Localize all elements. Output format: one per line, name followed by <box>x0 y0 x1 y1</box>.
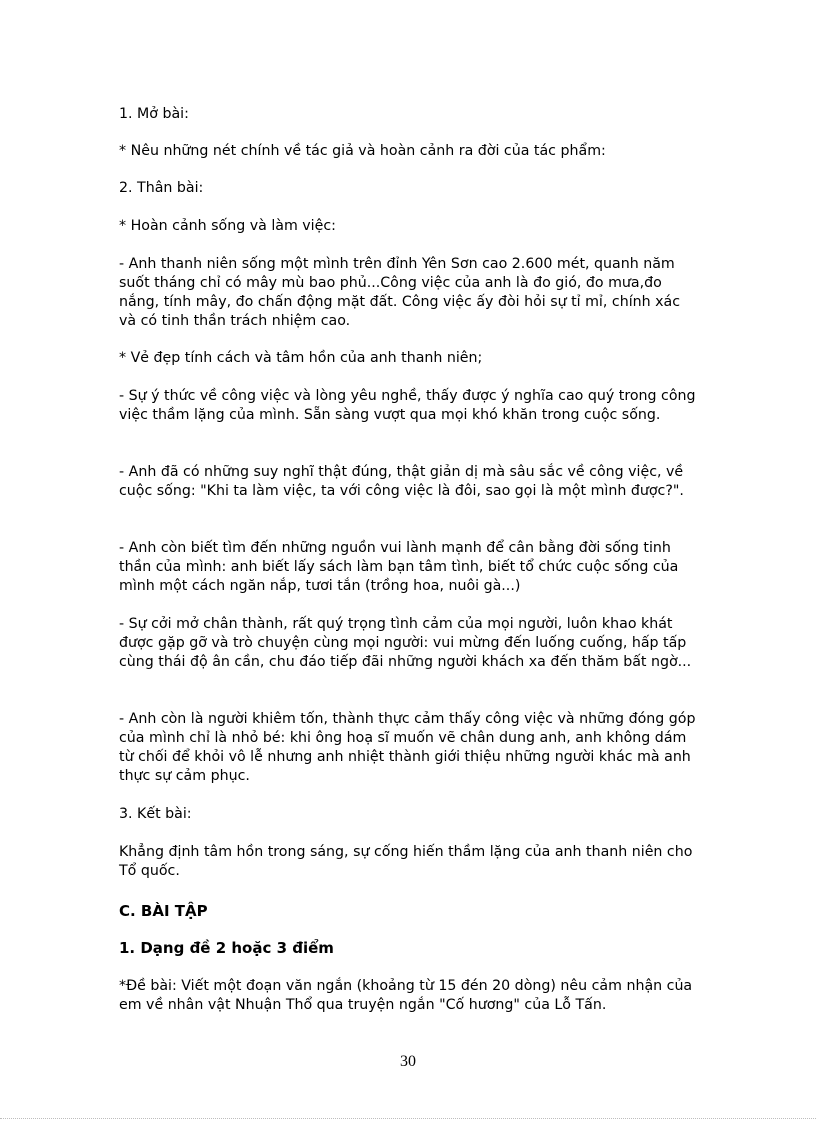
exercise-prompt: *Đề bài: Viết một đoạn văn ngắn (khoảng từ 15 đén 20 dòng) nêu cảm nhận của em về nhân vật Nhuận Thổ qua truyện ngắn "Cố hương" của Lỗ Tấn. <box>119 978 693 1013</box>
exercise-section-title: C. BÀI TẬP <box>119 902 208 920</box>
body-subheading-circumstances: * Hoàn cảnh sống và làm việc: <box>119 218 336 234</box>
conclusion-paragraph: Khẳng định tâm hồn trong sáng, sự cống hiến thầm lặng của anh thanh niên cho Tổ quốc. <box>119 844 693 879</box>
exercise-type-heading: 1. Dạng đề 2 hoặc 3 điểm <box>119 939 334 957</box>
section-intro-heading: 1. Mở bài: <box>119 106 189 122</box>
section-conclusion-heading: 3. Kết bài: <box>119 806 192 822</box>
page-number: 30 <box>400 1053 416 1070</box>
body-paragraph-openness: - Sự cởi mở chân thành, rất quý trọng tình cảm của mọi người, luôn khao khát được gặp gỡ và trò chuyện cùng mọi người: vui mừng đến luống cuống, hấp tấp cùng thái độ ân cần, chu đáo tiếp đãi những người khách xa đến thăm bất ngờ... <box>119 616 692 670</box>
body-paragraph-work: - Anh thanh niên sống một mình trên đỉnh Yên Sơn cao 2.600 mét, quanh năm suốt tháng chỉ có mây mù bao phủ...Công việc của anh là đo gió, đo mưa,đo nắng, tính mây, đo chấn động mặt đất. Công việc ấy đòi hỏi sự tỉ mỉ, chính xác và có tinh thần trách nhiệm cao. <box>119 256 681 329</box>
body-paragraph-modesty: - Anh còn là người khiêm tốn, thành thực cảm thấy công việc và những đóng góp của mình chỉ là nhỏ bé: khi ông hoạ sĩ muốn vẽ chân dung anh, anh không dám từ chối để khỏi vô lễ nhưng anh nhiệt thành giới thiệu những người khác mà anh thực sự cảm phục. <box>119 711 696 784</box>
section-body-heading: 2. Thân bài: <box>119 180 204 196</box>
page-bottom-divider <box>0 1118 816 1119</box>
body-paragraph-awareness: - Sự ý thức về công việc và lòng yêu nghề, thấy được ý nghĩa cao quý trong công việc thầm lặng của mình. Sẵn sàng vượt qua mọi khó khăn trong cuộc sống. <box>119 388 696 423</box>
body-paragraph-joy: - Anh còn biết tìm đến những nguồn vui lành mạnh để cân bằng đời sống tinh thần của mình: anh biết lấy sách làm bạn tâm tình, biết tổ chức cuộc sống của mình một cách ngăn nắp, tươi tắn (trồng hoa, nuôi gà...) <box>119 540 679 594</box>
body-paragraph-thoughts: - Anh đã có những suy nghĩ thật đúng, thật giản dị mà sâu sắc về công việc, về cuộc sống: "Khi ta làm việc, ta với công việc là đôi, sao gọi là một mình được?". <box>119 464 684 499</box>
intro-point: * Nêu những nét chính về tác giả và hoàn cảnh ra đời của tác phẩm: <box>119 143 606 159</box>
body-subheading-character: * Vẻ đẹp tính cách và tâm hồn của anh thanh niên; <box>119 350 483 366</box>
